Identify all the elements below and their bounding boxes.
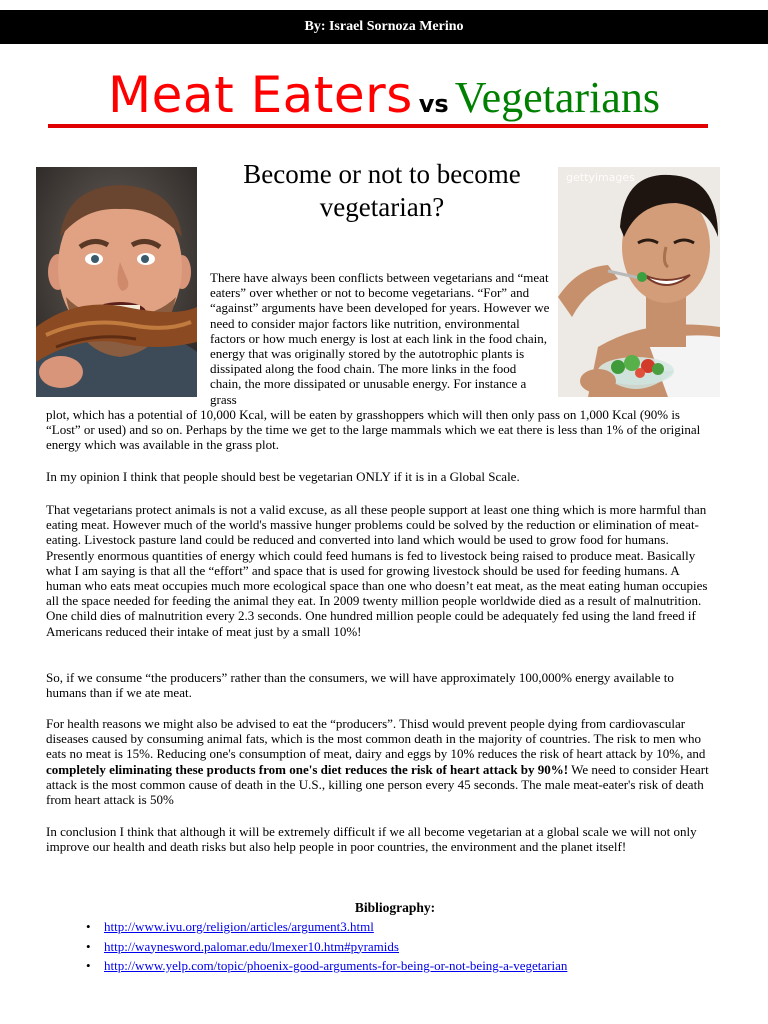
- bibliography-link-yelp[interactable]: http://www.yelp.com/topic/phoenix-good-arguments-for-being-or-not-being-a-vegetarian: [104, 958, 568, 973]
- bibliography-item: [84, 937, 567, 957]
- bibliography-link-waynesword[interactable]: http://waynesword.palomar.edu/lmexer10.htm#pyramids: [104, 938, 399, 954]
- vegetarian-illustration: [558, 167, 720, 397]
- byline: By: Israel Sornoza Merino: [304, 19, 464, 34]
- article-intro-continued: plot, which has a potential of 10,000 Kcal, will be eaten by grasshoppers which will then only pass on 1,000 Kcal (90% is “Lost” or used) and so on. Perhaps by the time we get to the large mammals which we eat there is less than 1% of the original energy which was available in the grass plot.: [46, 407, 701, 453]
- health-text-a: For health reasons we might also be advised to eat the “producers”. Thisd would prevent people dying from cardiovascular diseases caused by consuming animal fats, which is the most common death in the majority of countries. The risk to men who eats no meat is 15%. Reducing one's consumption of meat, dairy and eggs by 10% reduces the risk of heart attack by 10%, and: [46, 716, 706, 762]
- meat-eater-photo: [36, 167, 197, 397]
- title-vs: vs: [418, 90, 449, 118]
- bullet-icon: •: [86, 919, 91, 934]
- paragraph-opinion: In my opinion I think that people should best be vegetarian ONLY if it is in a Global Scale.: [46, 469, 520, 484]
- title-vegetarians: Vegetarians: [454, 73, 660, 122]
- paragraph-conclusion: In conclusion I think that although it will be extremely difficult if we all become vegetarian at a global scale we will not only improve our health and death risks but also help people in poor countries, the environment and the planet itself!: [46, 824, 697, 855]
- bibliography-heading: Bibliography:: [354, 900, 436, 915]
- bibliography-link-ivu[interactable]: http://www.ivu.org/religion/articles/argument3.html: [104, 919, 374, 934]
- paragraph-protect-animals: That vegetarians protect animals is not a valid excuse, as all these people support at least one thing which is more harmful than eating meat. However much of the world's massive hunger problems could be solved by the reduction or elimination of meat-eating. Livestock pasture land could be reduced and converted into land which would be used to grow food for humans. Presently enormous quantities of energy which could feed humans is fed to livestock being raised to produce meat. Basically what I am saying is that all the “effort” and space that is used for growing livestock should be used for feeding humans. A human who eats meat occupies much more ecological space than one who doesn’t eat meat, as the meat eating human occupies all the space needed for feeding the animal they eat. In 2009 twenty million people worldwide died as a result of malnutrition. One child dies of malnutrition every 2.3 seconds. One hundred million people could be adequately fed using the land freed if Americans reduced their intake of meat just by a small 10%!: [46, 502, 708, 639]
- bullet-icon: •: [86, 958, 91, 973]
- bullet-icon: •: [86, 938, 91, 954]
- vegetarian-photo: [558, 167, 720, 397]
- paragraph-health: [46, 716, 714, 807]
- paragraph-producers: So, if we consume “the producers” rather than the consumers, we will have approximately 100,000% energy available to humans than if we ate meat.: [46, 670, 674, 701]
- meat-eater-illustration: [36, 167, 197, 397]
- article-intro: There have always been conflicts between vegetarians and “meat eaters” over whether or not to become vegetarians. “For” and “against” arguments have been developed for years. However we need to consider major factors like nutrition, environmental factors or how much energy is lost at each link in the food chain, energy that was originally stored by the autotrophic plants is dissipated along the food chain. The more links in the food chain, the more dissipated or unusable energy. For instance a grass: [210, 270, 550, 407]
- bibliography-item: [84, 917, 567, 937]
- health-text-bold: completely eliminating these products from one's diet reduces the risk of heart attack by 90%!: [46, 761, 569, 777]
- title-meat-eaters: Meat Eaters: [108, 66, 413, 124]
- bibliography-item: [84, 956, 567, 976]
- title-underline: [48, 124, 708, 128]
- subtitle: Become or not to become vegetarian?: [243, 159, 521, 222]
- page-title: [0, 66, 768, 124]
- health-text-b: We need to consider Heart attack is the most common cause of death in the U.S., killing one person every 45 seconds. The male meat-eater's risk of death from heart attack is 50%: [46, 761, 709, 808]
- byline-bar: [0, 10, 768, 44]
- bibliography-list: [84, 917, 567, 976]
- watermark: gettyimages: [566, 171, 635, 184]
